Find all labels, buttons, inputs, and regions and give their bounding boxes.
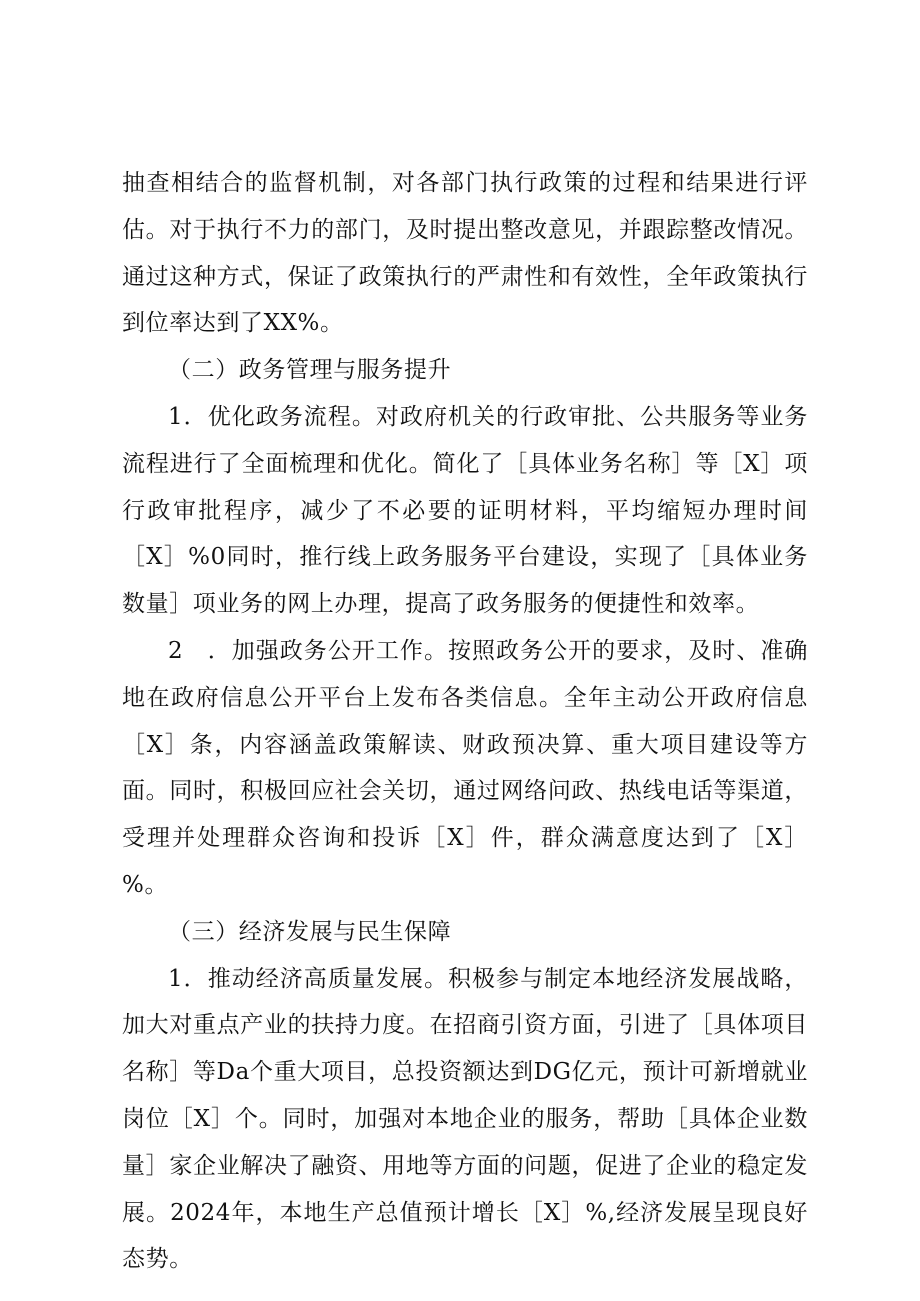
document-body	[122, 160, 808, 1283]
paragraph-open-government: 2 ．加强政务公开工作。按照政务公开的要求，及时、准确地在政府信息公开平台上发布各类信息。全年主动公开政府信息［X］条，内容涵盖政策解读、财政预决算、重大项目建设等方面。同时，积极回应社会关切，通过网络问政、热线电话等渠道，受理并处理群众咨询和投诉［X］件，群众满意度达到了［X］%。	[122, 637, 808, 898]
section-heading-government-affairs: （二）政务管理与服务提升	[168, 357, 452, 384]
paragraph-economic-development: 1．推动经济高质量发展。积极参与制定本地经济发展战略，加大对重点产业的扶持力度。在招商引资方面，引进了［具体项目名称］等Da个重大项目，总投资额达到DG亿元，预计可新增就业岗位［X］个。同时，加强对本地企业的服务，帮助［具体企业数量］家企业解决了融资、用地等方面的问题，促进了企业的稳定发展。2024年，本地生产总值预计增长［X］%,经济发展呈现良好态势。	[122, 965, 808, 1273]
paragraph-optimize-process: 1．优化政务流程。对政府机关的行政审批、公共服务等业务流程进行了全面梳理和优化。简化了［具体业务名称］等［X］项行政审批程序，减少了不必要的证明材料，平均缩短办理时间［X］%0同时，推行线上政务服务平台建设，实现了［具体业务数量］项业务的网上办理，提高了政务服务的便捷性和效率。	[122, 403, 808, 618]
paragraph-policy-supervision: 抽查相结合的监督机制，对各部门执行政策的过程和结果进行评估。对于执行不力的部门，及时提出整改意见，并跟踪整改情况。通过这种方式，保证了政策执行的严肃性和有效性，全年政策执行到位率达到了XX%。	[122, 170, 808, 337]
section-heading-economy-livelihood: （三）经济发展与民生保障	[168, 918, 452, 945]
